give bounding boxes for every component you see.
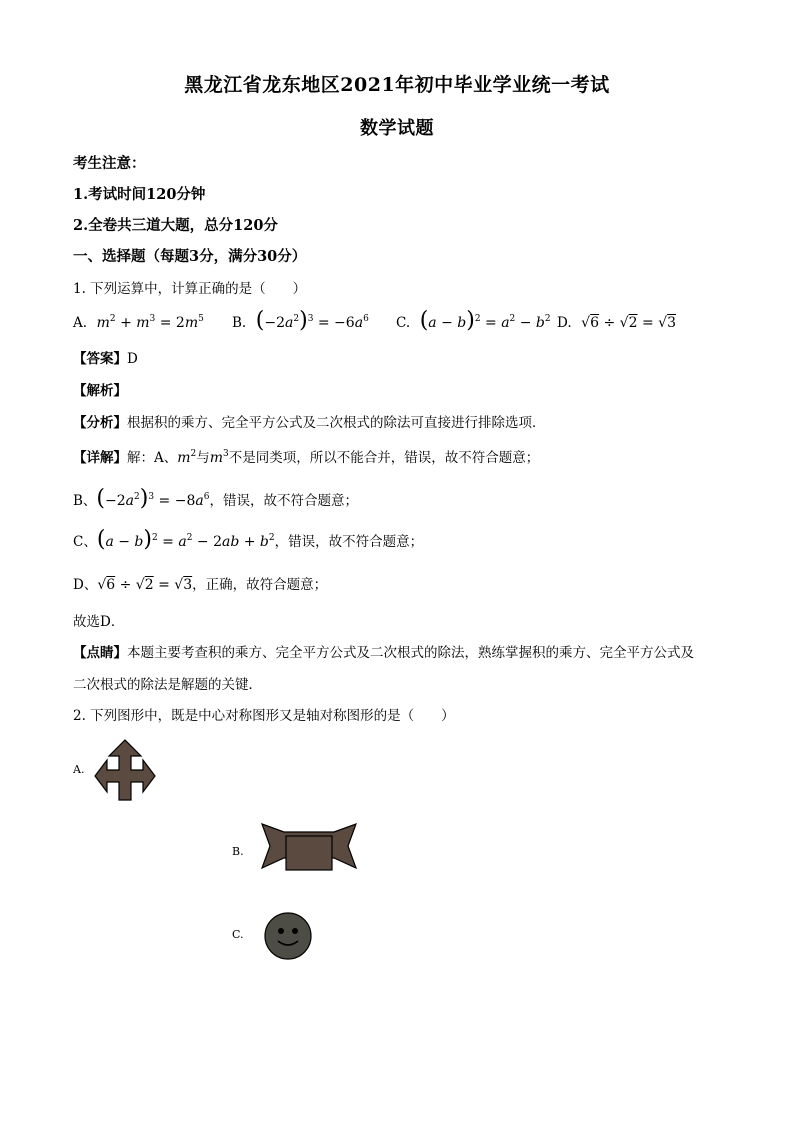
q1-option-b-label: B. (232, 315, 247, 331)
page-subtitle: 数学试题 (360, 118, 434, 139)
q1-line-b-prefix: B、 (73, 493, 97, 509)
q1-answer (73, 347, 138, 367)
q1-xiangjie-mid: 与 (196, 450, 210, 466)
q2-option-b-banner-figure (260, 822, 358, 872)
q1-option-d-label: D. (557, 315, 572, 331)
q1-dianjing-line2: 二次根式的除法是解题的关键． (73, 677, 262, 693)
section-heading-choice: 一、选择题（每题3分，满分30分） (73, 248, 307, 265)
q2-option-a-arrows-figure (93, 738, 157, 802)
q1-option-b (232, 310, 369, 332)
q1-option-c-label: C. (396, 315, 411, 331)
q1-option-b-expr: $(-2a^2)^3 = -6a^6$ (255, 308, 369, 333)
notice-item-time: 1.考试时间120分钟 (73, 186, 206, 203)
q1-answer-value: D (127, 351, 138, 367)
q1-option-d-expr: √6 ÷ √2 = √3 (576, 315, 676, 331)
notice-item-total: 2.全卷共三道大题，总分120分 (73, 217, 278, 234)
q1-option-a (73, 312, 204, 331)
q1-line-c-prefix: C、 (73, 534, 97, 550)
page-title: 黑龙江省龙东地区2021年初中毕业学业统一考试 (184, 74, 610, 96)
q1-line-b (73, 488, 358, 510)
q1-xiangjie-m3: $m^3$ (209, 449, 229, 466)
q1-xiangjie-suffix: 不是同类项，所以不能合并，错误，故不符合题意； (228, 450, 540, 466)
q2-option-c-label: C. (232, 928, 244, 941)
q1-line-b-expr: $(-2a^2)^3 = -8a^6$ (96, 486, 210, 511)
q1-option-a-label: A. (73, 315, 88, 331)
q2-option-a-label: A. (73, 763, 85, 776)
q1-option-c-expr: $(a - b)^2 = a^2 - b^2$ (419, 308, 551, 333)
q1-xiangjie-m2: $m^2$ (177, 449, 197, 466)
q1-xiangjie-label: 【详解】 (73, 450, 127, 466)
q1-option-c (396, 310, 551, 332)
q1-fenxi-label: 【分析】 (73, 415, 127, 431)
q1-line-b-suffix: ，错误，故不符合题意； (209, 493, 358, 509)
q1-line-c (73, 529, 423, 551)
q2-option-b-label: B. (232, 845, 244, 858)
q1-fenxi (73, 411, 546, 431)
q1-dianjing-label: 【点睛】 (73, 645, 127, 661)
notice-heading: 考生注意： (73, 155, 146, 172)
q1-dianjing-text1: 本题主要考查积的乘方、完全平方公式及二次根式的除法，熟练掌握积的乘方、完全平方公式及 (127, 645, 694, 661)
q1-line-c-expr: $(a - b)^2 = a^2 - 2ab + b^2$ (96, 527, 275, 552)
q1-dianjing (73, 641, 694, 661)
q1-conclusion: 故选D． (73, 614, 125, 630)
q1-answer-label: 【答案】 (73, 351, 127, 367)
q1-option-a-expr: $m^2 + m^3 = 2m^5$ (92, 314, 204, 331)
q1-line-d-expr: √6 ÷ √2 = √3 (97, 577, 193, 593)
q1-analysis-label: 【解析】 (73, 383, 127, 399)
q1-line-d (73, 573, 327, 593)
q1-option-d (557, 312, 676, 331)
q1-stem: 1. 下列运算中，计算正确的是（ ） (73, 281, 307, 297)
q1-line-c-suffix: ，错误，故不符合题意； (274, 534, 424, 550)
q1-xiangjie (73, 446, 539, 466)
q1-line-d-suffix: ，正确，故符合题意； (192, 577, 328, 593)
q1-fenxi-text: 根据积的乘方、完全平方公式及二次根式的除法可直接进行排除选项． (127, 415, 546, 431)
q1-line-d-prefix: D、 (73, 577, 98, 593)
q2-stem: 2. 下列图形中，既是中心对称图形又是轴对称图形的是（ ） (73, 708, 455, 724)
q1-xiangjie-prefix: 解：A、 (127, 450, 178, 466)
q2-option-c-smiley-figure (263, 911, 313, 961)
